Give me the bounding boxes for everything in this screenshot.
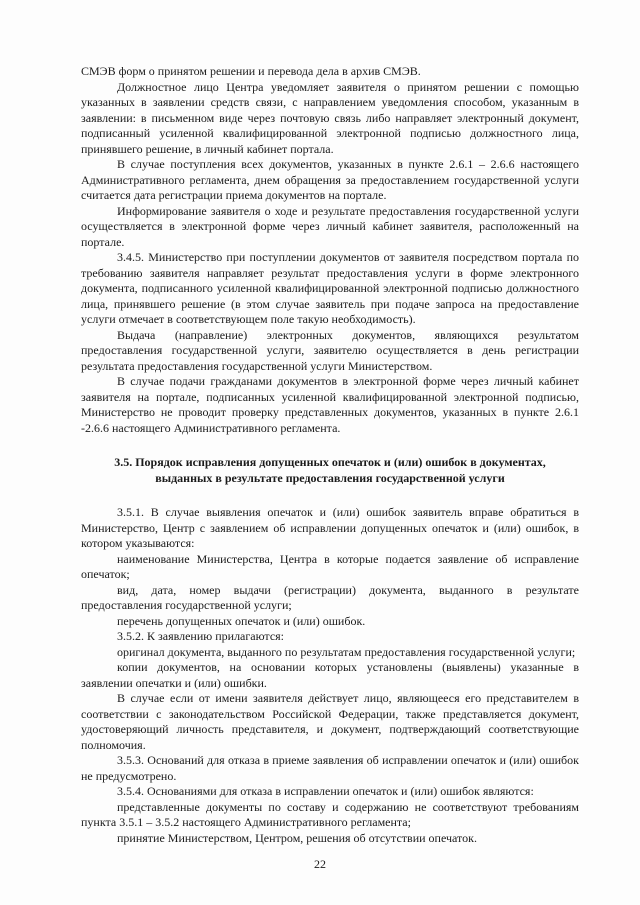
list-item-original-document: оригинал документа, выданного по результатам предоставления государственной услуги; <box>117 644 576 659</box>
paragraph-notification: Должностное лицо Центра уведомляет заявителя о принятом решении с помощью указанных в заявлении средств связи, с направлением уведомления способом, указанным в заявлении: в письменном виде через почтовую связь либо направляет электронный документ, подписанный усиленной квалифицированной электронной подписью должностного лица, принявшего решение, в личный кабинет портала. <box>81 79 579 156</box>
paragraph-issuance: Выдача (направление) электронных документов, являющихся результатом предоставления государственной услуги, заявителю осуществляется в день регистрации результата предоставления государственной услуги Министерством. <box>81 327 579 373</box>
list-item-non-compliance: представленные документы по составу и содержанию не соответствуют требованиям пункта 3.5.1 – 3.5.2 настоящего Административного регламента; <box>81 799 579 829</box>
paragraph-continuation: СМЭВ форм о принятом решении и перевода дела в архив СМЭВ. <box>81 64 421 78</box>
paragraph-3-5-3: 3.5.3. Оснований для отказа в приеме заявления об исправлении опечаток и (или) ошибок не предусмотрено. <box>81 753 579 783</box>
paragraph-3-5-4: 3.5.4. Основаниями для отказа в исправлении опечаток и (или) ошибок являются: <box>117 784 534 798</box>
paragraph-informing: Информирование заявителя о ходе и результате предоставления государственной услуги осуществляется в электронной форме через личный кабинет заявителя, расположенный на портале. <box>81 203 579 249</box>
list-item-errors-list: перечень допущенных опечаток и (или) ошибок. <box>117 613 366 628</box>
list-item-copies: копии документов, на основании которых установлены (выявлены) указанные в заявлении опечатки и (или) ошибки. <box>81 660 579 690</box>
list-item-ministry-name: наименование Министерства, Центра в которые подается заявление об исправление опечаток; <box>81 551 579 581</box>
page-body <box>81 64 579 846</box>
paragraph-3-4-5: 3.4.5. Министерство при поступлении документов от заявителя посредством портала по требованию заявителя направляет результат предоставления услуги в форме электронного документа, подписанного усиленной квалифицированной электронной подписью должностного лица, принявшего решение (в этом случае заявитель при подаче запроса на предоставление услуги отмечает в соответствующем поле такую необходимость). <box>81 250 579 326</box>
paragraph-registration-date: В случае поступления всех документов, указанных в пункте 2.6.1 – 2.6.6 настоящего Административного регламента, днем обращения за предоставлением государственной услуги считается дата регистрации приема документов на портале. <box>81 157 579 202</box>
paragraph-electronic-submission: В случае подачи гражданами документов в электронной форме через личный кабинет заявителя на портале, подписанных усиленной квалифицированной электронной подписью, Министерство не проводит проверку представленных документов, указанных в пункте 2.6.1 -2.6.6 настоящего Административного регламента. <box>81 374 579 435</box>
paragraph-representative: В случае если от имени заявителя действует лицо, являющееся его представителем в соответствии с законодательством Российской Федерации, также представляется документ, удостоверяющий личность представителя, и документ, подтверждающий соответствующие полномочия. <box>81 691 579 752</box>
page-number: 22 <box>314 857 326 871</box>
list-item-document-details: вид, дата, номер выдачи (регистрации) документа, выданного в результате предоставления государственной услуги; <box>81 582 579 612</box>
paragraph-3-5-1: 3.5.1. В случае выявления опечаток и (или) ошибок заявитель вправе обратиться в Министерство, Центр с заявлением об исправлении допущенных опечаток и (или) ошибок, в котором указываются: <box>81 505 579 550</box>
list-item-no-errors-decision: принятие Министерством, Центром, решения об отсутствии опечаток. <box>117 830 477 845</box>
section-heading-3-5: 3.5. Порядок исправления допущенных опечаток и (или) ошибок в документах, выданных в результате предоставления государственной услуги <box>114 455 546 485</box>
paragraph-3-5-2: 3.5.2. К заявлению прилагаются: <box>117 629 285 643</box>
